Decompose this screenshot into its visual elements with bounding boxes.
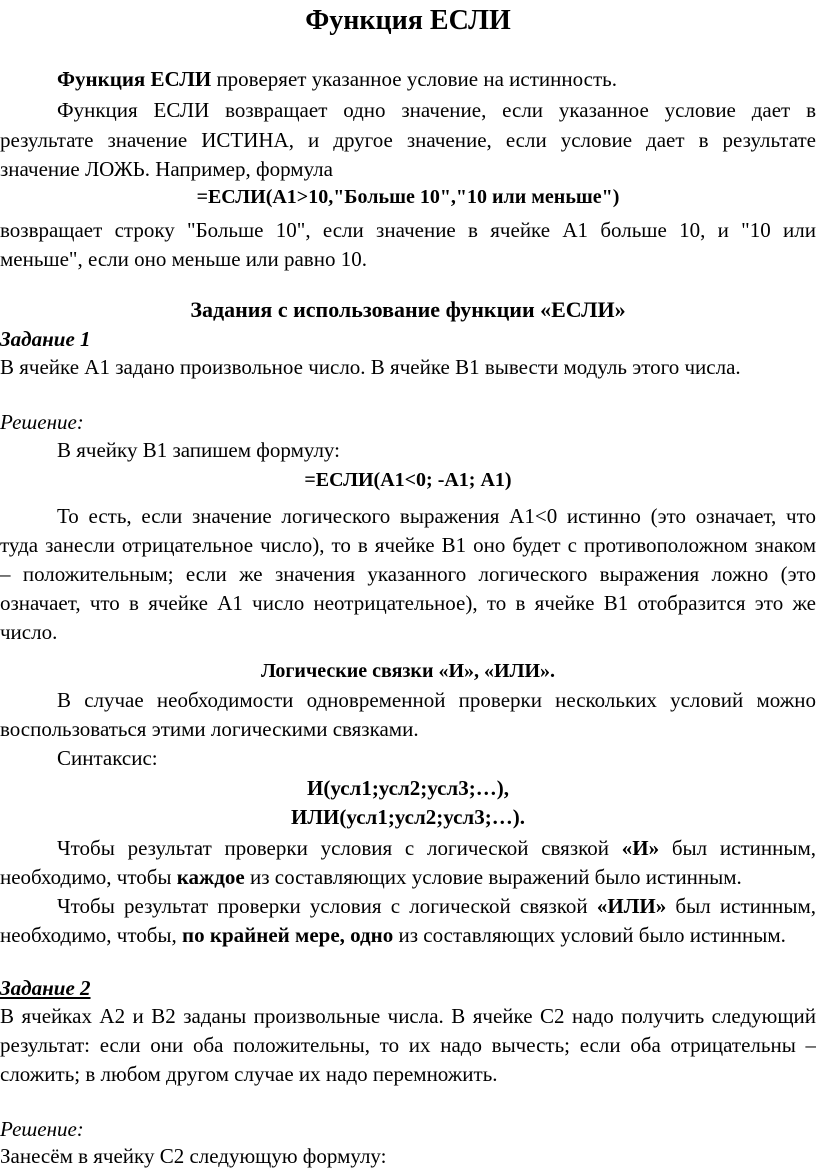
each-keyword: каждое <box>176 865 245 889</box>
syntax-and: И(усл1;усл2;усл3;…), <box>307 776 509 800</box>
logic-heading: Логические связки «И», «ИЛИ». <box>260 660 556 682</box>
intro-p3-line1: возвращает строку "Больше 10", если значение в ячейке A1 больше 10, и "10 или <box>0 218 816 242</box>
task2-line1: В ячейках А2 и В2 заданы произвольные числа. В ячейке С2 надо получить следующий <box>0 1004 816 1028</box>
intro-p2-line3: значение ЛОЖЬ. Например, формула <box>0 157 333 181</box>
logic-p1-line2: воспользоваться этими логическими связками. <box>0 717 419 741</box>
intro-formula: =ЕСЛИ(A1>10,"Больше 10","10 или меньше") <box>196 186 620 208</box>
task1-expl-line4: означает, что в ячейке А1 число неотрицательное), то в ячейке В1 отобразится это же <box>0 591 816 615</box>
task1-text: В ячейке А1 задано произвольное число. В ячейке В1 вывести модуль этого числа. <box>0 355 741 379</box>
intro-lead <box>0 65 816 93</box>
task1-expl-line3: – положительным; если же значения указанного логического выражения ложно (это <box>0 562 816 586</box>
task2-line3: сложить; в любом другом случае их надо перемножить. <box>0 1062 498 1086</box>
intro-lead-rest: проверяет указанное условие на истинность. <box>211 67 617 91</box>
task1-label: Задание 1 <box>0 327 91 351</box>
task1-solution-label: Решение: <box>0 410 84 434</box>
or-keyword: «ИЛИ» <box>596 894 667 918</box>
and-rule-line2: необходимо, чтобы каждое из составляющих условие выражений было истинным. <box>0 865 742 889</box>
and-keyword: «И» <box>621 836 660 860</box>
logic-p1-line1: В случае необходимости одновременной проверки нескольких условий можно <box>57 688 816 712</box>
syntax-label: Синтаксис: <box>57 746 158 770</box>
task2-solution-label: Решение: <box>0 1117 84 1141</box>
task2-label: Задание 2 <box>0 976 91 1000</box>
task1-expl-line1: То есть, если значение логического выражения А1<0 истинно (это означает, что <box>57 504 816 528</box>
task1-expl-line2: туда занесли отрицательное число), то в ячейке В1 оно будет с противоположном знаком <box>0 533 816 557</box>
task2-line2: результат: если они оба положительны, то их надо вычесть; если оба отрицательны – <box>0 1033 816 1057</box>
and-rule-line1: Чтобы результат проверки условия с логической связкой «И» был истинным, <box>57 836 816 860</box>
syntax-or: ИЛИ(усл1;усл2;усл3;…). <box>291 805 525 829</box>
task2-solution-line: Занесём в ячейку С2 следующую формулу: <box>0 1144 387 1168</box>
task1-solution-line: В ячейку В1 запишем формулу: <box>57 438 340 462</box>
task1-formula: =ЕСЛИ(А1<0; -А1; А1) <box>304 469 512 491</box>
tasks-heading: Задания с использование функции «ЕСЛИ» <box>190 297 626 322</box>
page-title: Функция ЕСЛИ <box>305 5 511 36</box>
intro-p2-line2: результате значение ИСТИНА, и другое значение, если условие дает в результате <box>0 128 816 152</box>
intro-lead-bold: Функция ЕСЛИ <box>57 67 212 91</box>
at-least-one-keyword: по крайней мере, одно <box>182 923 394 947</box>
intro-p2-line1: Функция ЕСЛИ возвращает одно значение, если указанное условие дает в <box>57 98 816 122</box>
intro-p3-line2: меньше", если оно меньше или равно 10. <box>0 247 367 271</box>
or-rule-line2: необходимо, чтобы, по крайней мере, одно из составляющих условий было истинным. <box>0 923 786 947</box>
task1-expl-line5: число. <box>0 620 58 644</box>
or-rule-line1: Чтобы результат проверки условия с логической связкой «ИЛИ» был истинным, <box>57 894 816 918</box>
